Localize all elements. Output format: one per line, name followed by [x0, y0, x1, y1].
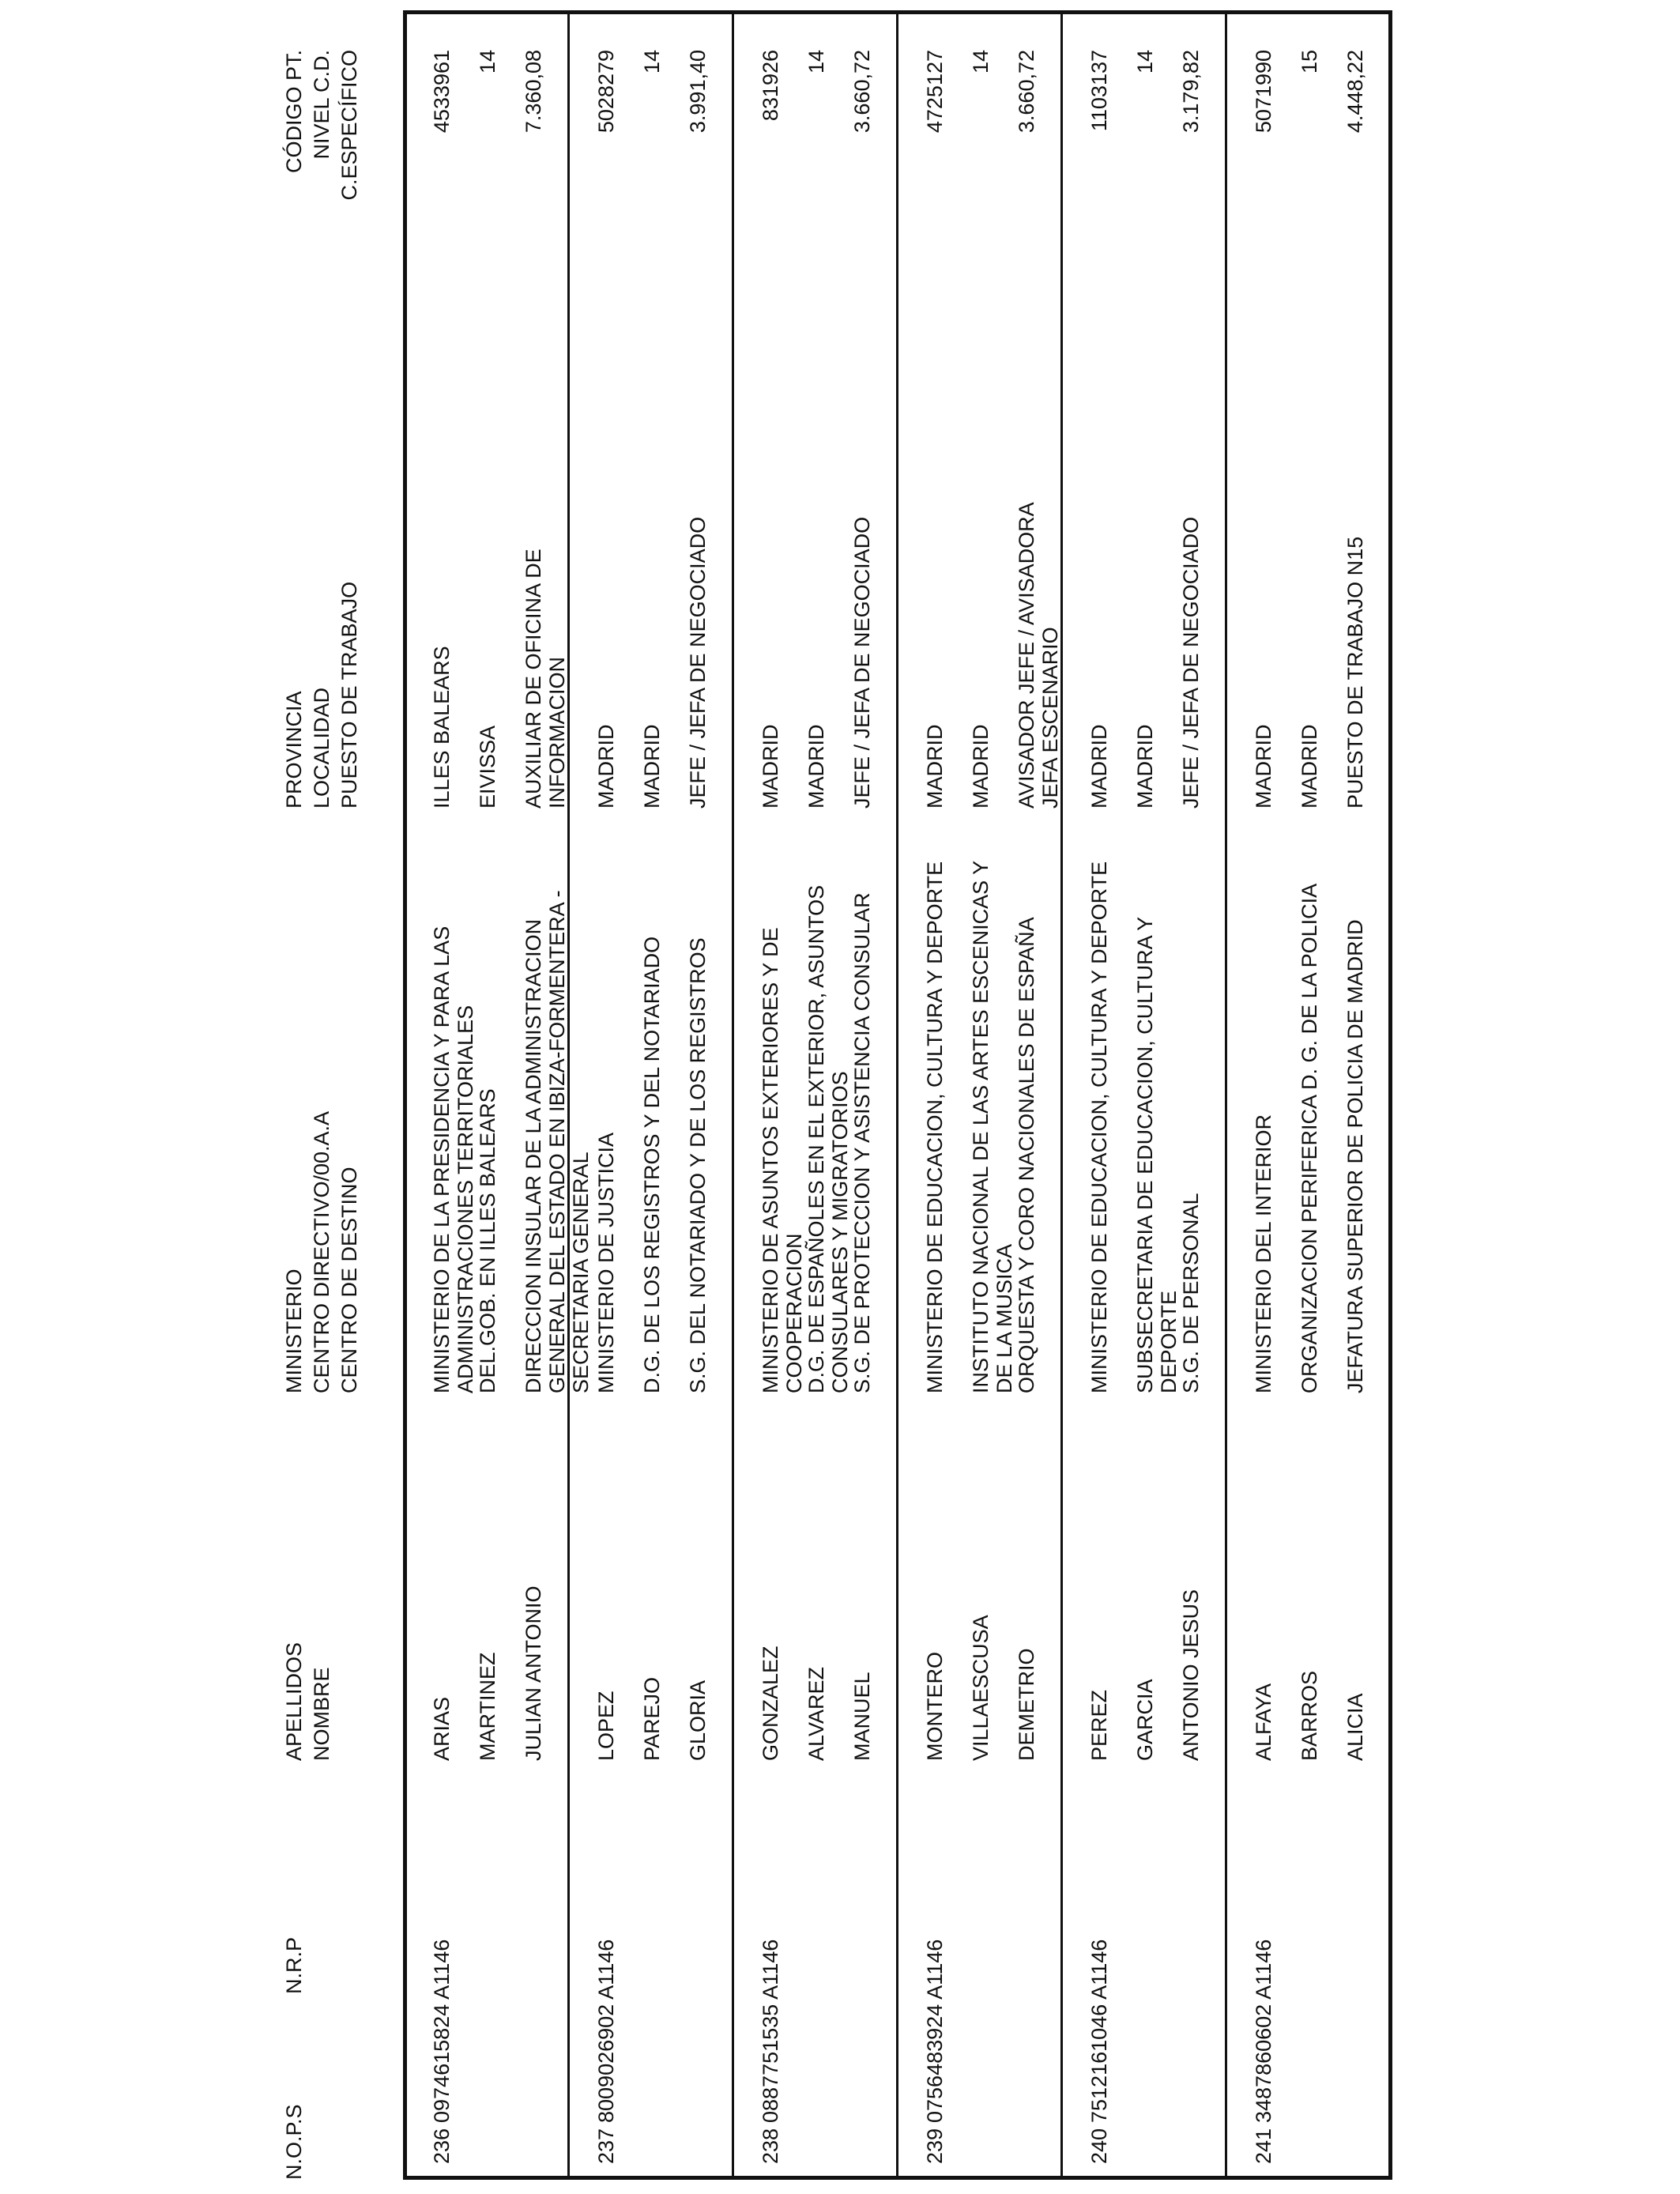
cell-puesto: PUESTO DE TRABAJO N15 — [1343, 536, 1367, 809]
cell-codigo: 4533961 — [430, 50, 454, 134]
cell-centro-directivo: DEL.GOB. EN ILLES BALEARS — [476, 1088, 499, 1393]
cell-centro-destino: JEFATURA SUPERIOR DE POLICIA DE MADRID — [1343, 919, 1367, 1393]
cell-localidad: MADRID — [969, 724, 993, 809]
cell-provincia: MADRID — [923, 724, 947, 809]
cell-nombre: DEMETRIO — [1015, 1648, 1038, 1761]
cell-ministerio: MINISTERIO DEL INTERIOR — [1252, 1114, 1275, 1393]
cell-codigo: 5071990 — [1252, 50, 1275, 134]
header-apellidos-nombre: APELLIDOS NOMBRE — [282, 1642, 333, 1761]
cell-ministerio: MINISTERIO DE JUSTICIA — [594, 1132, 618, 1393]
cell-especifico: 3.179,82 — [1179, 50, 1203, 134]
cell-centro-destino: S.G. DE PERSONAL — [1179, 1193, 1203, 1393]
cell-puesto: AVISADOR JEFE / AVISADORA JEFA ESCENARIO — [1015, 503, 1062, 809]
cell-nrp: 8009026902 A1146 — [594, 1939, 618, 2123]
header-nrp: N.R.P — [282, 1936, 306, 1994]
cell-especifico: 3.991,40 — [686, 50, 710, 134]
cell-puesto: JEFE / JEFA DE NEGOCIADO — [686, 516, 710, 809]
cell-puesto: JEFE / JEFA DE NEGOCIADO — [850, 516, 874, 809]
cell-localidad: MADRID — [804, 724, 828, 809]
cell-centro-directivo: D.G. DE ESPAÑOLES EN EL EXTERIOR, ASUNTOS CONSULARES Y MIGRATORIOS — [804, 884, 852, 1393]
cell-apellido2: GARCIA — [1133, 1679, 1157, 1761]
cell-nombre: MANUEL — [850, 1672, 874, 1761]
cell-apellido2: MARTINEZ — [476, 1652, 499, 1761]
cell-especifico: 4.448,22 — [1343, 50, 1367, 134]
cell-provincia: MADRID — [1252, 724, 1275, 809]
cell-apellido2: PAREJO — [640, 1676, 664, 1761]
cell-especifico: 3.660,72 — [1015, 50, 1038, 134]
cell-localidad: MADRID — [640, 724, 664, 809]
cell-centro-directivo: ORGANIZACION PERIFERICA D. G. DE LA POLICIA — [1298, 883, 1321, 1393]
cell-centro-destino: S.G. DE PROTECCION Y ASISTENCIA CONSULAR — [850, 892, 874, 1393]
cell-provincia: MADRID — [594, 724, 618, 809]
cell-centro-directivo: SUBSECRETARIA DE EDUCACION, CULTURA Y DEPORTE — [1133, 917, 1181, 1393]
cell-nops: 241 — [1252, 2128, 1275, 2164]
cell-provincia: MADRID — [1087, 724, 1111, 809]
cell-centro-destino: ORQUESTA Y CORO NACIONALES DE ESPAÑA — [1015, 917, 1038, 1393]
row-divider — [896, 10, 898, 2180]
cell-apellido1: ARIAS — [430, 1696, 454, 1761]
cell-apellido2: ALVAREZ — [804, 1666, 828, 1761]
header-nops: N.O.P.S — [282, 2104, 306, 2180]
cell-nrp: 0974615824 A1146 — [430, 1939, 454, 2123]
cell-nombre: ANTONIO JESUS — [1179, 1589, 1203, 1761]
cell-nombre: JULIAN ANTONIO — [522, 1585, 545, 1761]
header-provincia-puesto: PROVINCIA LOCALIDAD PUESTO DE TRABAJO — [282, 581, 361, 809]
cell-localidad: MADRID — [1133, 724, 1157, 809]
cell-nops: 238 — [759, 2128, 782, 2164]
cell-apellido1: MONTERO — [923, 1652, 947, 1761]
cell-nombre: ALICIA — [1343, 1693, 1367, 1761]
row-divider — [1225, 10, 1227, 2180]
cell-provincia: MADRID — [759, 724, 782, 809]
cell-codigo: 4725127 — [923, 50, 947, 134]
cell-nivel: 14 — [640, 50, 664, 74]
cell-nivel: 14 — [476, 50, 499, 74]
cell-puesto: AUXILIAR DE OFICINA DE INFORMACION — [522, 548, 569, 809]
cell-apellido2: BARROS — [1298, 1670, 1321, 1761]
cell-puesto: JEFE / JEFA DE NEGOCIADO — [1179, 516, 1203, 809]
cell-codigo: 831926 — [759, 50, 782, 122]
cell-localidad: MADRID — [1298, 724, 1321, 809]
cell-localidad: EIVISSA — [476, 725, 499, 809]
cell-centro-destino: S.G. DEL NOTARIADO Y DE LOS REGISTROS — [686, 937, 710, 1393]
cell-apellido1: ALFAYA — [1252, 1683, 1275, 1761]
cell-ministerio: MINISTERIO DE ASUNTOS EXTERIORES Y DE COOPERACION — [759, 927, 806, 1393]
cell-nops: 240 — [1087, 2128, 1111, 2164]
cell-provincia: ILLES BALEARS — [430, 646, 454, 809]
cell-apellido1: GONZALEZ — [759, 1646, 782, 1761]
cell-apellido1: PEREZ — [1087, 1689, 1111, 1761]
cell-codigo: 1103137 — [1087, 50, 1111, 132]
cell-nops: 236 — [430, 2128, 454, 2164]
cell-nivel: 14 — [804, 50, 828, 74]
cell-nivel: 14 — [1133, 50, 1157, 74]
cell-nombre: GLORIA — [686, 1679, 710, 1761]
cell-especifico: 7.360,08 — [522, 50, 545, 134]
cell-nrp: 0756483924 A1146 — [923, 1939, 947, 2123]
cell-centro-directivo: INSTITUTO NACIONAL DE LAS ARTES ESCENICAS Y DE LA MUSICA — [969, 861, 1016, 1393]
cell-nrp: 0887751535 A1146 — [759, 1939, 782, 2123]
cell-nrp: 7512161046 A1146 — [1087, 1939, 1111, 2123]
row-divider — [1060, 10, 1063, 2180]
row-divider — [732, 10, 734, 2180]
header-codigo-nivel: CÓDIGO PT. NIVEL C.D. C.ESPECÍFICO — [282, 50, 361, 201]
cell-nivel: 15 — [1298, 50, 1321, 74]
cell-apellido1: LOPEZ — [594, 1691, 618, 1761]
cell-codigo: 5028279 — [594, 50, 618, 134]
cell-centro-directivo: D.G. DE LOS REGISTROS Y DEL NOTARIADO — [640, 936, 664, 1393]
cell-especifico: 3.660,72 — [850, 50, 874, 134]
cell-apellido2: VILLAESCUSA — [969, 1615, 993, 1761]
cell-nrp: 3487860602 A1146 — [1252, 1939, 1275, 2123]
cell-nops: 237 — [594, 2128, 618, 2164]
header-ministerio-centro: MINISTERIO CENTRO DIRECTIVO/00.A.A CENTRO DE DESTINO — [282, 1110, 361, 1393]
cell-ministerio: MINISTERIO DE EDUCACION, CULTURA Y DEPORTE — [1087, 861, 1111, 1393]
cell-ministerio: MINISTERIO DE LA PRESIDENCIA Y PARA LAS ADMINISTRACIONES TERRITORIALES — [430, 925, 477, 1393]
cell-centro-destino: DIRECCION INSULAR DE LA ADMINISTRACION GENERAL DEL ESTADO EN IBIZA-FORMENTERA - SECRETARIA GENERAL — [522, 890, 593, 1393]
cell-nops: 239 — [923, 2128, 947, 2164]
cell-ministerio: MINISTERIO DE EDUCACION, CULTURA Y DEPORTE — [923, 861, 947, 1393]
cell-nivel: 14 — [969, 50, 993, 74]
